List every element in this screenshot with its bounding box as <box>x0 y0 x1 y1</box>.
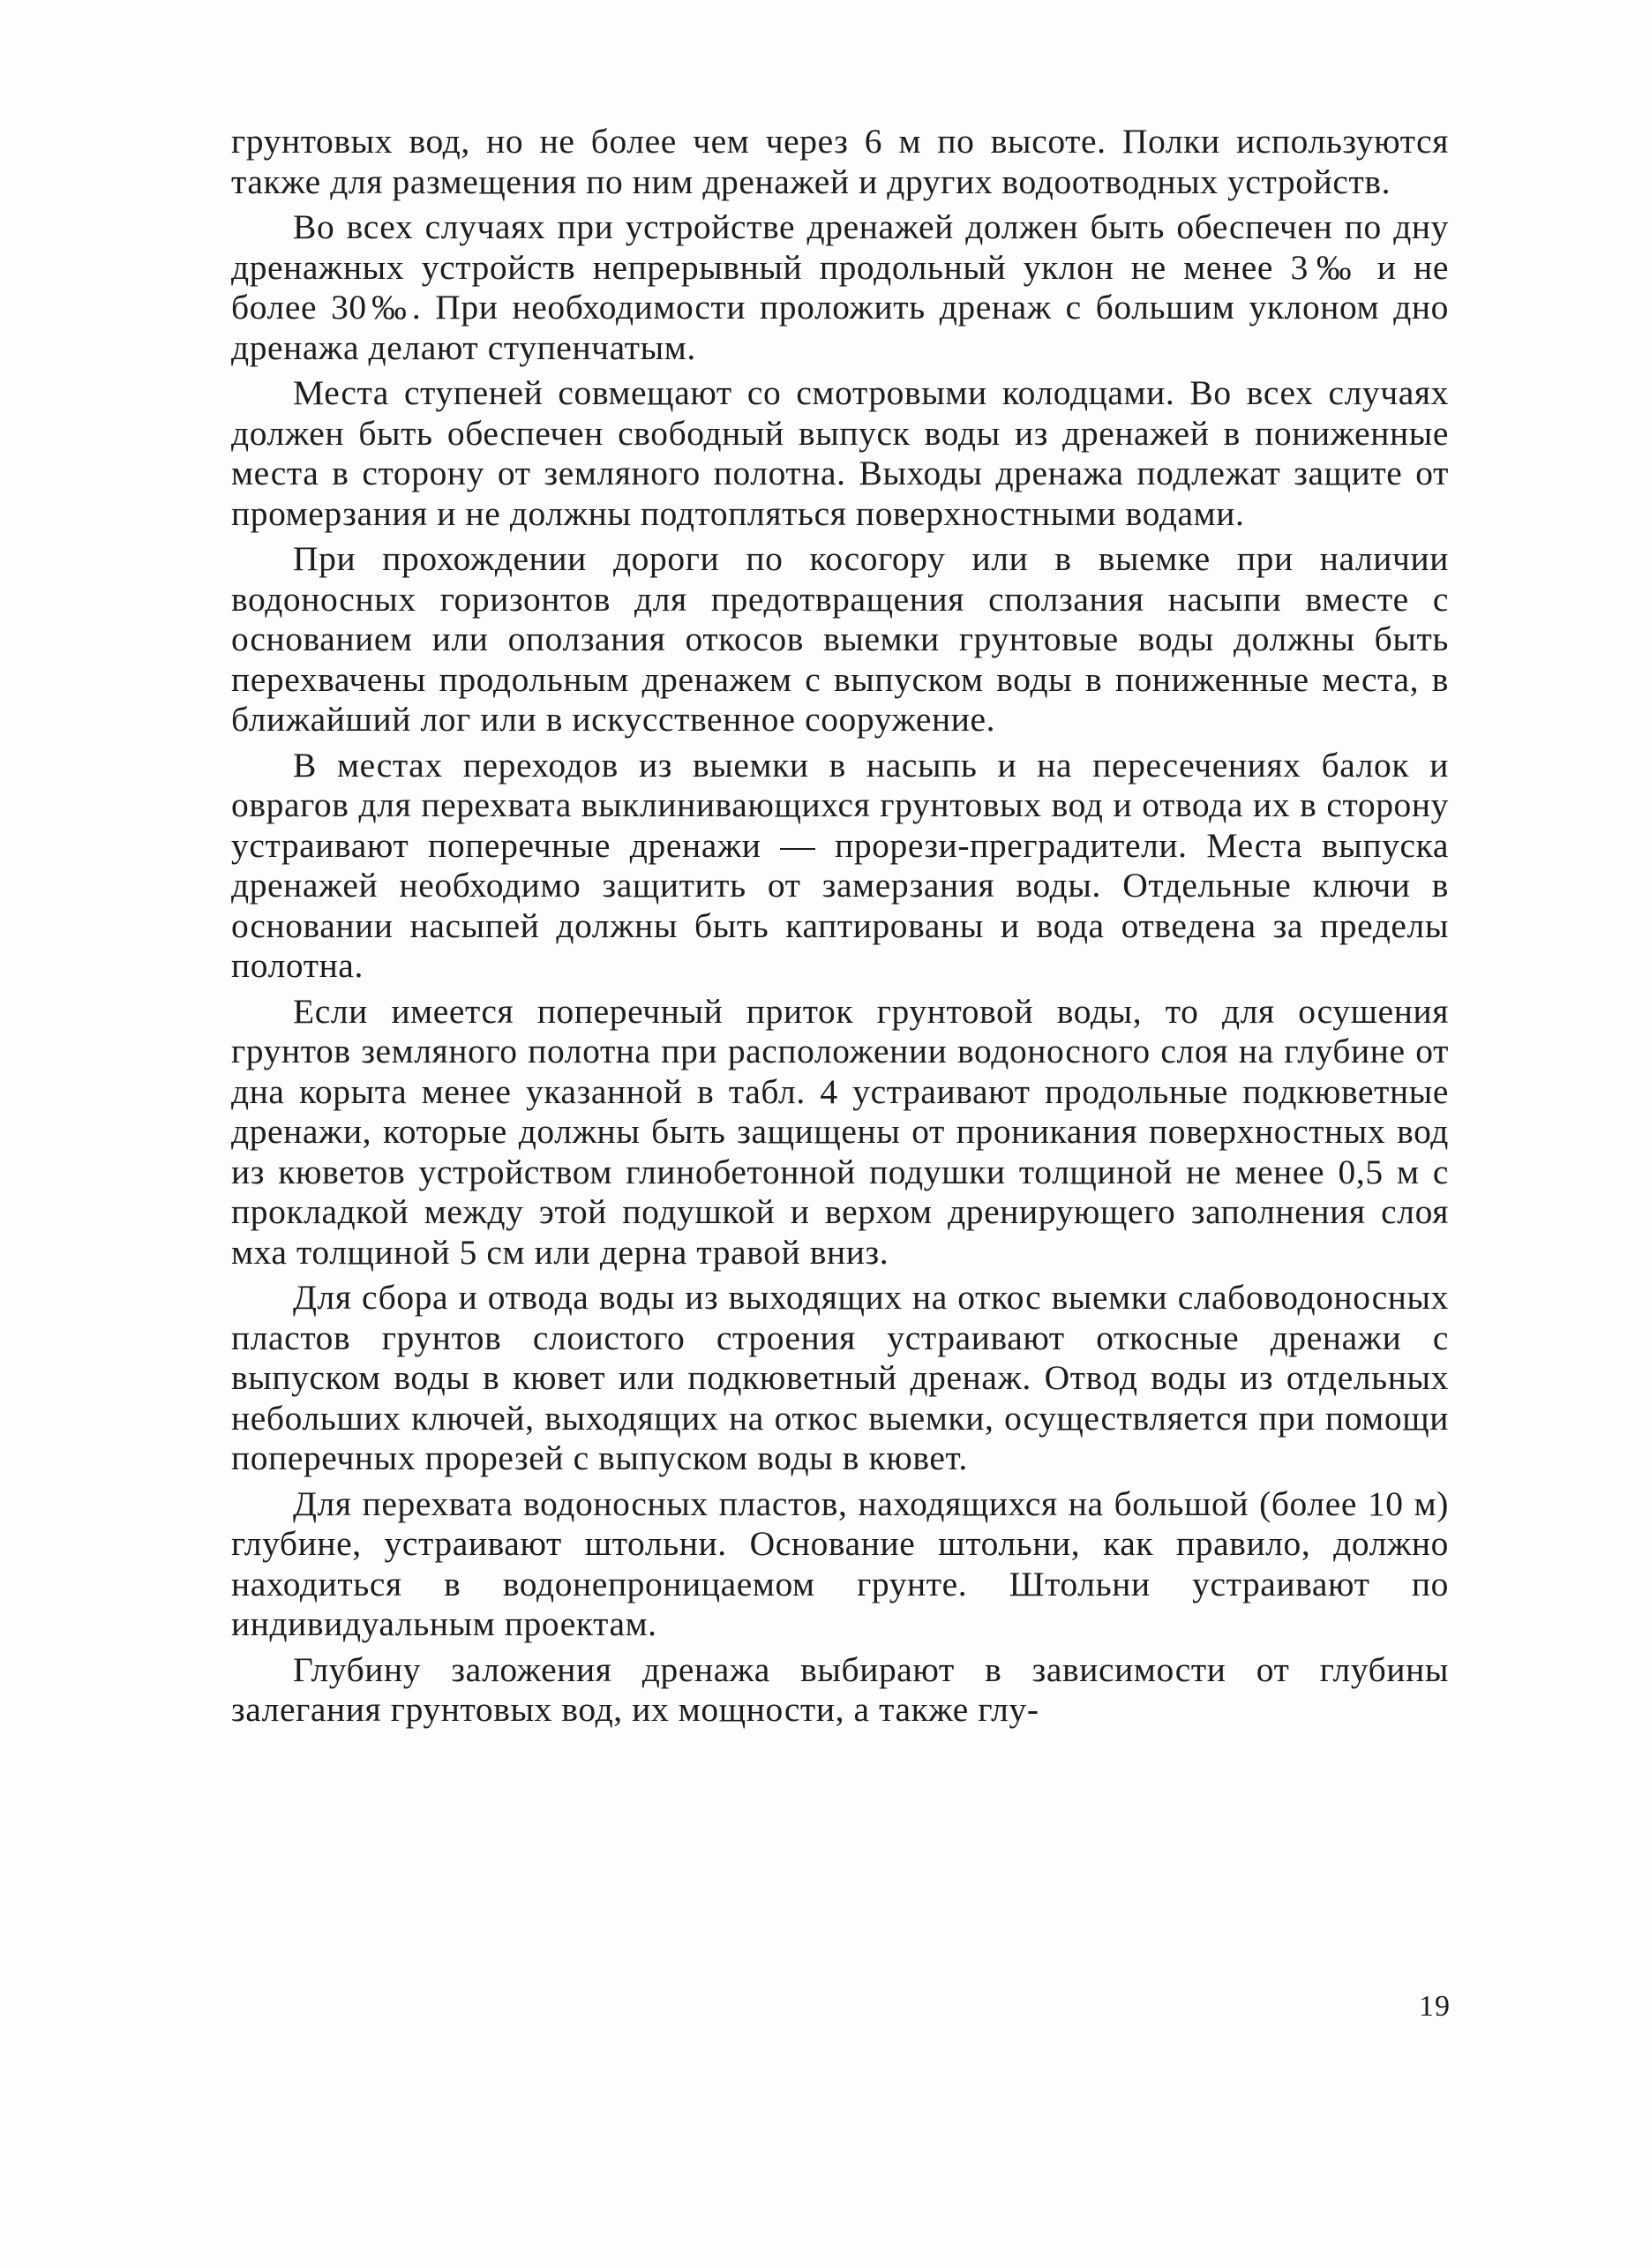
paragraph: Для сбора и отвода воды из выходящих на откос выемки слабоводоносных пластов грунтов слоистого строения устраивают откосные дренажи с выпуском воды в кювет или подкюветный дренаж. Отвод воды из отдельных небольших ключей, выходящих на откос выемки, осуществляется при помощи поперечных прорезей с выпуском воды в кювет. <box>231 1278 1449 1477</box>
paragraph: Во всех случаях при устройстве дренажей должен быть обеспечен по дну дренажных устройств непрерывный продольный уклон не менее 3‰ и не более 30‰. При необходимости проложить дренаж с большим уклоном дно дренажа делают ступенчатым. <box>231 207 1449 367</box>
paragraph: грунтовых вод, но не более чем через 6 м по высоте. Полки используются также для размещения по ним дренажей и других водоотводных устройств. <box>231 122 1449 201</box>
page-number: 19 <box>1419 1990 1451 2023</box>
paragraph: В местах переходов из выемки в насыпь и на пересечениях балок и оврагов для перехвата выклинивающихся грунтовых вод и отвода их в сторону устраивают поперечные дренажи — прорези-преградители. Места выпуска дренажей необходимо защитить от замерзания воды. Отдельные ключи в основании насыпей должны быть каптированы и вода отведена за пределы полотна. <box>231 745 1449 985</box>
paragraph: Глубину заложения дренажа выбирают в зависимости от глубины залегания грунтовых вод, их мощности, а также глу- <box>231 1649 1449 1729</box>
paragraph: Если имеется поперечный приток грунтовой воды, то для осушения грунтов земляного полотна при расположении водоносного слоя на глубине от дна корыта менее указанной в табл. 4 устраивают продольные подкюветные дренажи, которые должны быть защищены от проникания поверхностных вод из кюветов устройством глинобетонной подушки толщиной не менее 0,5 м с прокладкой между этой подушкой и верхом дренирующего заполнения слоя мха толщиной 5 см или дерна травой вниз. <box>231 991 1449 1272</box>
paragraph: Места ступеней совмещают со смотровыми колодцами. Во всех случаях должен быть обеспечен свободный выпуск воды из дренажей в пониженные места в сторону от земляного полотна. Выходы дренажа подлежат защите от промерзания и не должны подтопляться поверхностными водами. <box>231 373 1449 533</box>
paragraph: Для перехвата водоносных пластов, находящихся на большой (более 10 м) глубине, устраивают штольни. Основание штольни, как правило, должно находиться в водонепроницаемом грунте. Штольни устраивают по индивидуальным проектам. <box>231 1483 1449 1643</box>
paragraph: При прохождении дороги по косогору или в выемке при наличии водоносных горизонтов для предотвращения сползания насыпи вместе с основанием или оползания откосов выемки грунтовые воды должны быть перехвачены продольным дренажем с выпуском воды в пониженные места, в ближайший лог или в искусственное сооружение. <box>231 539 1449 739</box>
body-text <box>231 122 1449 1736</box>
